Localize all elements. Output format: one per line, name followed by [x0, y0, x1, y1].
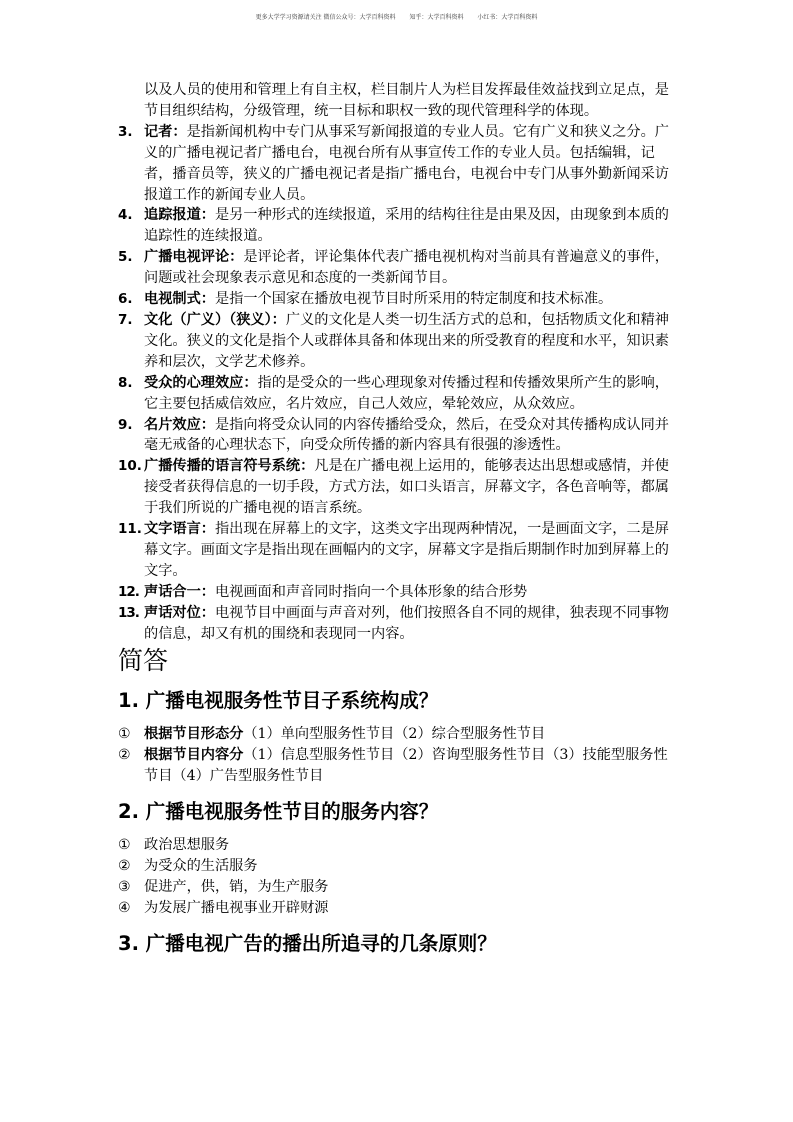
term-definition: 指出现在屏幕上的文字，这类文字出现两种情况，一是画面文字，二是屏幕文字。画面文字是指出现在画幅内的文字，屏幕文字是指后期制作时加到屏幕上的文字。: [144, 521, 669, 579]
term-item: [118, 373, 678, 415]
answer-marker: ②: [118, 747, 131, 764]
header-wechat: 更多大学学习资源请关注 微信公众号：大学百科资料: [255, 14, 396, 21]
term-item: [118, 310, 678, 373]
question-title: 2. 广播电视服务性节目的服务内容？: [118, 800, 439, 824]
term-list: [118, 122, 678, 645]
answer-marker: ②: [118, 858, 131, 875]
term-definition: 是另一种形式的连续报道，采用的结构往往是由果及因，由现象到本质的追踪性的连续报道。: [144, 207, 669, 245]
term-name: 受众的心理效应：: [144, 374, 258, 391]
answer-marker: ①: [118, 837, 131, 854]
term-definition: 是指新闻机构中专门从事采写新闻报道的专业人员。它有广义和狭义之分。广义的广播电视记者广播电台，电视台所有从事宣传工作的专业人员。包括编辑，记者，播音员等，狭义的广播电视记者是指广播电台，电视台中专门从事外勤新闻采访报道工作的新闻专业人员。: [144, 123, 669, 203]
answer-text: 为发展广播电视事业开辟财源: [144, 899, 329, 916]
term-number: 13.: [118, 604, 139, 621]
term-name: 声话对位：: [144, 604, 215, 621]
term-name: 文化（广义）（狭义）：: [144, 311, 286, 328]
answer-text: 为受众的生活服务: [144, 858, 258, 875]
question-title: 3. 广播电视广告的播出所追寻的几条原则？: [118, 931, 497, 955]
answer-item: [118, 898, 678, 919]
term-name: 名片效应：: [144, 416, 215, 433]
term-definition: 是评论者，评论集体代表广播电视机构对当前具有普遍意义的事件，问题或社会现象表示意见和态度的一类新闻节目。: [144, 249, 669, 287]
term-item: [118, 456, 678, 519]
term-item: [118, 122, 678, 206]
term-number: 8.: [118, 374, 133, 391]
answer-item: [118, 856, 678, 877]
term-item: [118, 415, 678, 457]
term-number: 12.: [118, 583, 139, 600]
term-number: 11.: [118, 521, 142, 538]
term-name: 文字语言：: [144, 521, 215, 538]
answer-text: （1）单向型服务性节目（2）综合型服务性节目: [243, 726, 546, 743]
term-definition: 广义的文化是人类一切生活方式的总和，包括物质文化和精神文化。狭义的文化是指个人或群体具备和体现出来的所受教育的程度和水平，知识素养和层次，文学艺术修养。: [144, 311, 669, 370]
answer-marker: ④: [118, 899, 131, 916]
page-header: [0, 12, 793, 21]
question-title: 1. 广播电视服务性节目子系统构成？: [118, 689, 439, 713]
term-number: 10.: [118, 458, 142, 475]
term-number: 4.: [118, 207, 133, 224]
term-item: [118, 603, 678, 645]
term-definition: 凡是在广播电视上运用的，能够表达出思想或感情，并使接受者获得信息的一切手段，方式方法，如口头语言，屏幕文字，各色音响等，都属于我们所说的广播电视的语言系统。: [144, 458, 669, 517]
term-definition: 电视节目中画面与声音对列，他们按照各自不同的规律，独表现不同事物的信息，却又有机的围绕和表现同一内容。: [144, 604, 669, 642]
term-number: 9.: [118, 416, 133, 433]
answer-text: 促进产，供，销，为生产服务: [144, 879, 329, 895]
term-number: 5.: [118, 249, 133, 266]
term-name: 声话合一：: [144, 583, 215, 600]
term-number: 6.: [118, 291, 133, 308]
term-number: 3.: [118, 123, 133, 140]
term-number: 7.: [118, 311, 133, 328]
answer-category: 根据节目形态分: [144, 726, 244, 743]
answer-marker: ①: [118, 726, 131, 743]
answer-category: 根据节目内容分: [144, 747, 244, 764]
answer-item: [118, 877, 678, 898]
term-name: 广播电视评论：: [144, 249, 244, 266]
answer-text: （1）信息型服务性节目（2）咨询型服务性节目（3）技能型服务性节目（4）广告型服务性节目: [144, 747, 668, 785]
term-item: [118, 582, 678, 603]
answer-text: 政治思想服务: [144, 837, 230, 854]
header-zhihu: 知乎：大学百科资料: [409, 14, 464, 21]
term-definition: 是指向将受众认同的内容传播给受众，然后，在受众对其传播构成认同并毫无戒备的心理状态下，向受众所传播的新内容具有很强的渗透性。: [144, 416, 669, 454]
term-definition: 指的是受众的一些心理现象对传播过程和传播效果所产生的影响，它主要包括威信效应，名片效应，自己人效应，晕轮效应，从众效应。: [144, 374, 669, 412]
term-name: 广播传播的语言符号系统：: [144, 458, 315, 475]
term-definition: 电视画面和声音同时指向一个具体形象的结合形势: [214, 583, 528, 600]
header-xiaohongshu: 小红书：大学百科资料: [477, 14, 538, 21]
term-item: [118, 519, 678, 582]
section-title-short-answer: 简答: [118, 646, 169, 676]
term-name: 电视制式：: [144, 291, 215, 308]
document-body: [118, 80, 678, 967]
answer-item: [118, 724, 678, 745]
continuation-paragraph: 以及人员的使用和管理上有自主权，栏目制片人为栏目发挥最佳效益找到立足点，是节目组织结构，分级管理，统一目标和职权一致的现代管理科学的体现。: [144, 82, 669, 119]
answer-item: [118, 835, 678, 856]
answer-item: [118, 745, 678, 787]
term-name: 记者：: [144, 123, 187, 140]
term-item: [118, 289, 678, 310]
term-item: [118, 205, 678, 247]
term-definition: 是指一个国家在播放电视节目时所采用的特定制度和技术标准。: [214, 291, 613, 308]
term-item: [118, 247, 678, 289]
answer-marker: ③: [118, 879, 131, 895]
term-name: 追踪报道：: [144, 207, 215, 224]
